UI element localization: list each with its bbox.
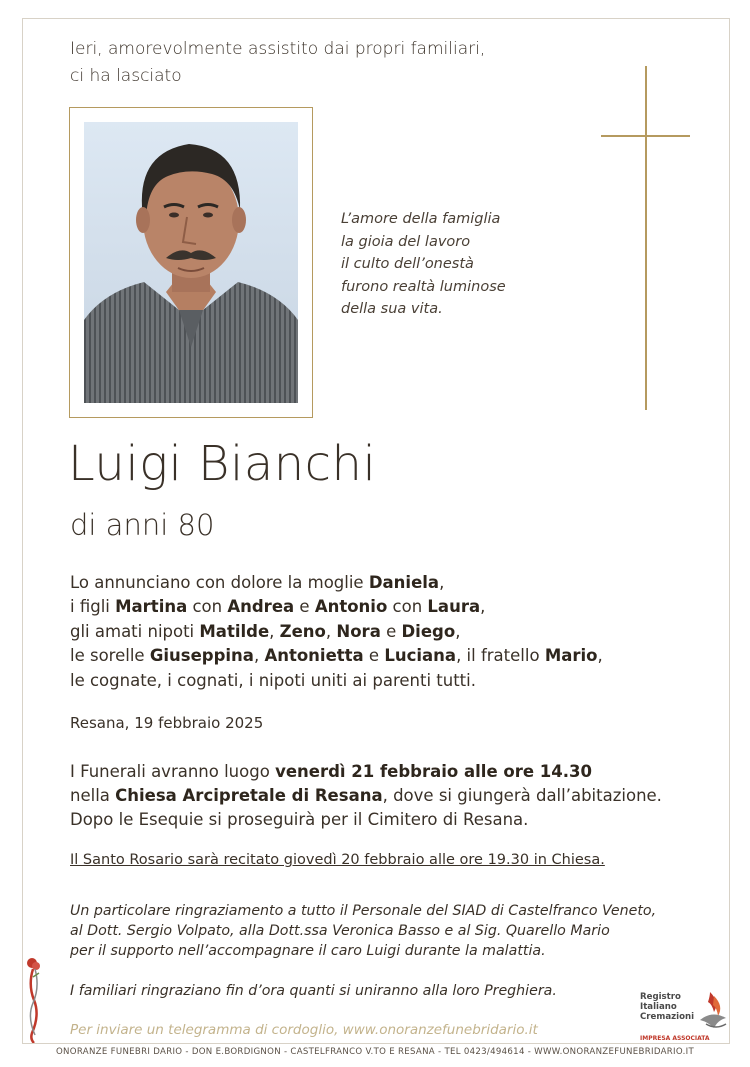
funeral-line: I Funerali avranno luogo venerdì 21 febbraio alle ore 14.30 [70,762,592,781]
rosary-notice: Il Santo Rosario sarà recitato giovedì 20 febbraio alle ore 19.30 in Chiesa. [70,852,605,868]
thanks-line: al Dott. Sergio Volpato, alla Dott.ssa Veronica Basso e al Sig. Quarello Mario [70,923,610,939]
thanks-line: Un particolare ringraziamento a tutto il Personale del SIAD di Castelfranco Veneto, [70,903,657,919]
quote-line: la gioia del lavoro [341,233,471,250]
funeral-home-logo [22,955,46,1045]
announcement-line: le sorelle Giuseppina, Antonietta e Luciana, il fratello Mario, [70,646,603,666]
announcement-line: Lo annunciano con dolore la moglie Daniela, [70,573,445,592]
portrait-photo [84,122,298,403]
announcement-line: gli amati nipoti Matilde, Zeno, Nora e Diego, [70,621,461,641]
cross-vertical-bar [645,66,647,410]
thanks-line: per il supporto nell’accompagnare il caro Luigi durante la malattia. [70,943,546,959]
footer-divider [22,1043,730,1044]
logo-line: Italiano [640,1002,677,1012]
intro-text [70,36,570,90]
logo-text [640,992,700,1022]
thanks-text [70,901,690,961]
telegram-link[interactable]: Per inviare un telegramma di cordoglio, www.onoranzefunebridario.it [70,1022,538,1038]
intro-line-2: ci ha lasciato [70,66,182,86]
deceased-name: Luigi Bianchi [68,436,377,492]
rose-ribbon-icon [22,955,46,1045]
memorial-quote [341,208,571,321]
logo-line: Registro [640,992,681,1002]
funeral-line: nella Chiesa Arcipretale di Resana, dove si giungerà dall’abitazione. [70,786,662,805]
funeral-details [70,760,720,832]
funeral-line: Dopo le Esequie si proseguirà per il Cimitero di Resana. [70,810,529,829]
logo-subtitle: IMPRESA ASSOCIATA [640,1035,710,1042]
logo-line: Cremazioni [640,1012,695,1022]
quote-line: furono realtà luminose [341,278,506,295]
quote-line: della sua vita. [341,301,443,317]
deceased-age: di anni 80 [70,508,215,542]
flame-dove-icon [696,990,730,1034]
quote-line: il culto dell’onestà [341,256,474,272]
announcement-line: le cognate, i cognati, i nipoti uniti ai parenti tutti. [70,670,476,690]
footer-contacts: ONORANZE FUNEBRI DARIO - DON E.BORDIGNON - CASTELFRANCO V.TO E RESANA - TEL 0423/494614 - WWW.ONORANZEFUNEBRIDARIO.IT [55,1047,694,1057]
announcement-line: i figli Martina con Andrea e Antonio con Laura, [70,597,486,617]
cross-horizontal-bar [601,135,690,137]
quote-line: L’amore della famiglia [341,211,501,227]
registro-cremazioni-logo [640,990,732,1040]
intro-line-1: Ieri, amorevolmente assistito dai propri familiari, [70,39,486,59]
announcement-text [70,571,710,693]
place-date: Resana, 19 febbraio 2025 [70,714,264,732]
family-thanks: I familiari ringraziano fin d’ora quanti si uniranno alla loro Preghiera. [70,983,557,999]
portrait-illustration [84,122,298,403]
